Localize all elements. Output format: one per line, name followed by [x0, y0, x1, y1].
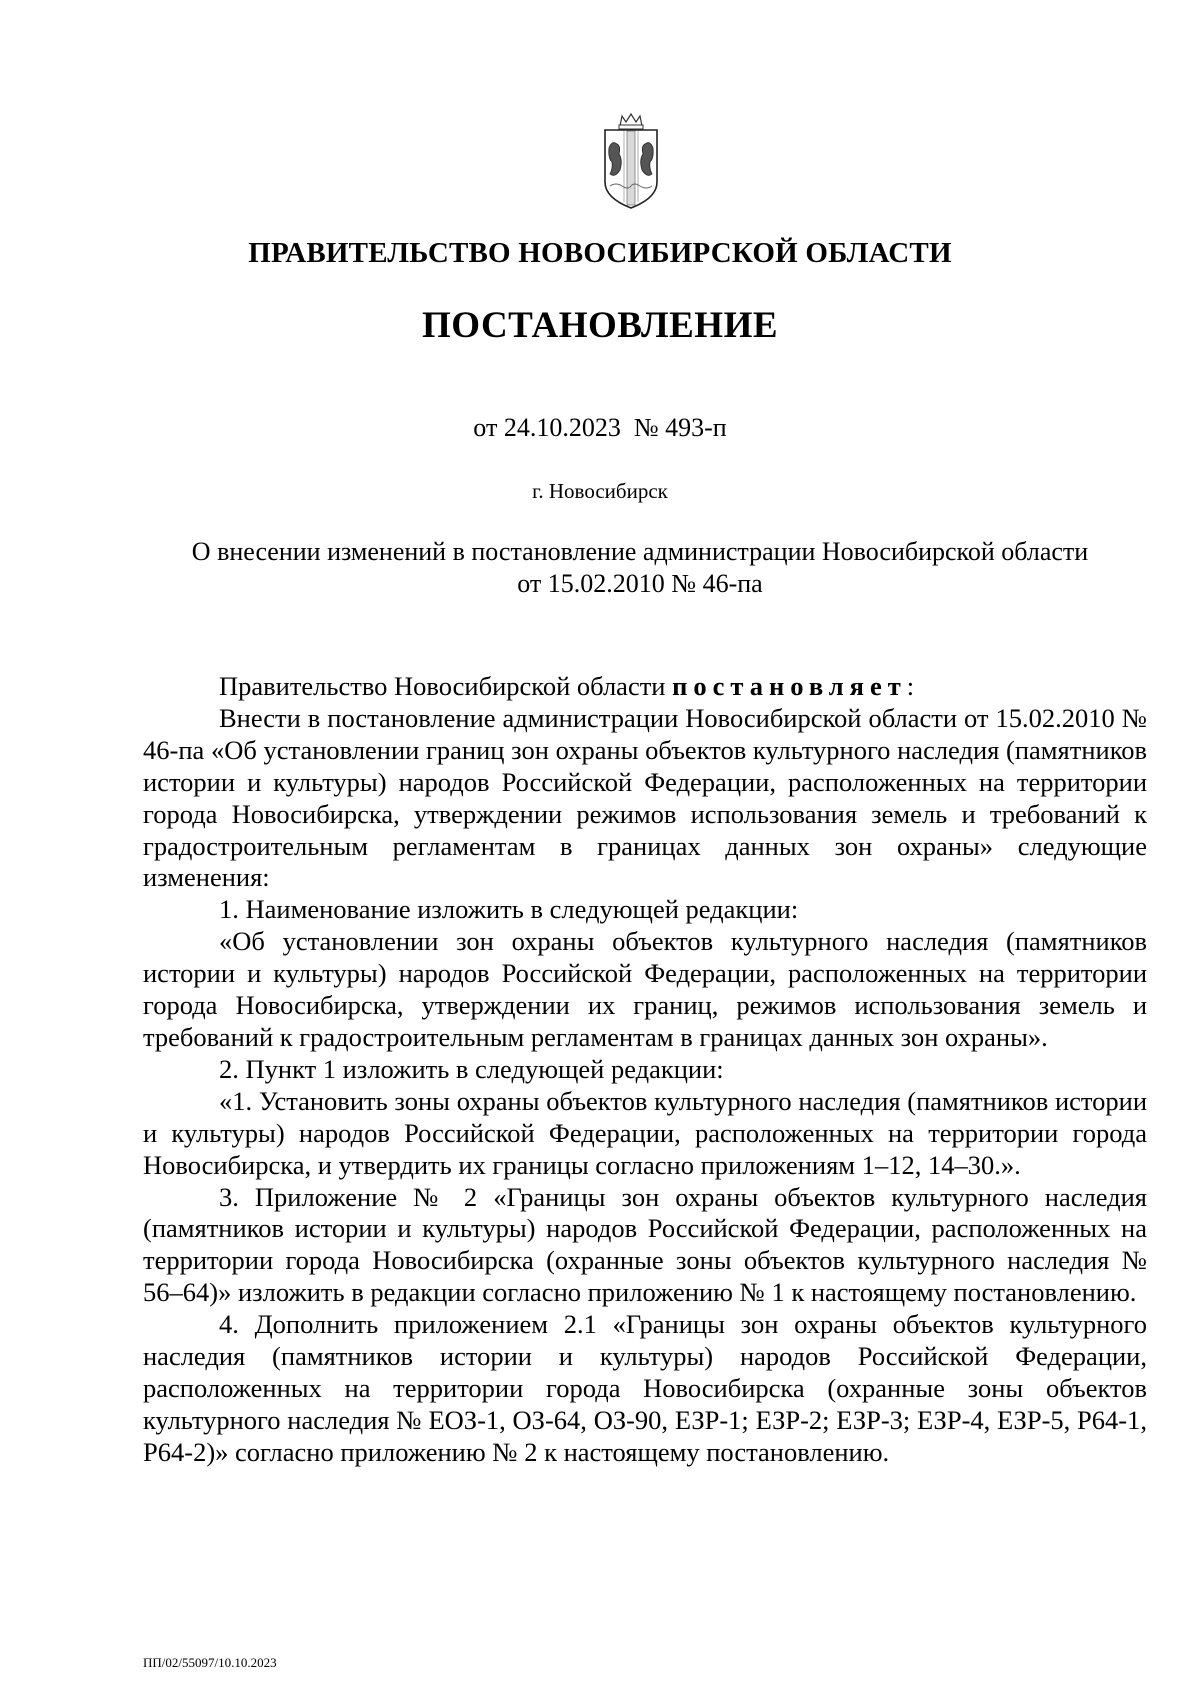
paragraph-4: 2. Пункт 1 изложить в следующей редакции:	[219, 1053, 724, 1084]
document-body	[143, 671, 1147, 1469]
date-and-number: от 24.10.2023 № 493-п	[473, 413, 727, 442]
intro-text: Правительство Новосибирской области	[219, 671, 673, 701]
subject-line-1: О внесении изменений в постановление администрации Новосибирской области	[191, 537, 1089, 566]
paragraph-7: 4. Дополнить приложением 2.1 «Границы зон охраны объектов культурного наследия (памятников истории и культуры) народов Российской Федерации, расположенных на территории города Новосибирска (охранные зоны объектов культурного наследия № ЕОЗ-1, ОЗ-64, ОЗ-90, ЕЗР-1; ЕЗР-2; ЕЗР-3; ЕЗР-4, ЕЗР-5, Р64-1, Р64-2)» согласно приложению № 2 к настоящему постановлению.	[143, 1309, 1147, 1467]
document-type-title: ПОСТАНОВЛЕНИЕ	[421, 305, 779, 346]
coat-of-arms-icon	[602, 112, 660, 210]
paragraph-1: Внести в постановление администрации Новосибирской области от 15.02.2010 № 46-па «Об установлении границ зон охраны объектов культурного наследия (памятников истории и культуры) народов Российской Федерации, расположенных на территории города Новосибирска, утверждении режимов использования земель и требований к градостроительным регламентам в границах данных зон охраны» следующие изменения:	[143, 702, 1147, 893]
city: г. Новосибирск	[532, 479, 668, 503]
paragraph-2: 1. Наименование изложить в следующей редакции:	[219, 894, 799, 925]
intro-paragraph	[143, 671, 1147, 703]
intro-verb: постановляет	[672, 671, 907, 701]
subject-line-2: от 15.02.2010 № 46-па	[517, 569, 763, 598]
paragraph-6: 3. Приложение № 2 «Границы зон охраны объектов культурного наследия (памятников истории и культуры) народов Российской Федерации, расположенных на территории города Новосибирска (охранные зоны объектов культурного наследия № 56–64)» изложить в редакции согласно приложению № 1 к настоящему постановлению.	[143, 1181, 1147, 1308]
paragraph-5: «1. Установить зоны охраны объектов культурного наследия (памятников истории и культуры) народов Российской Федерации, расположенных на территории города Новосибирска, и утвердить их границы согласно приложениям 1–12, 14–30.».	[143, 1085, 1147, 1180]
document-subject	[140, 536, 1140, 600]
paragraph-3: «Об установлении зон охраны объектов культурного наследия (памятников истории и культуры) народов Российской Федерации, расположенных на территории города Новосибирска, утверждении их границ, режимов использования земель и требований к градостроительным регламентам в границах данных зон охраны».	[143, 926, 1147, 1052]
document-registration-code: ПП/02/55097/10.10.2023	[143, 1655, 277, 1670]
organization-title: ПРАВИТЕЛЬСТВО НОВОСИБИРСКОЙ ОБЛАСТИ	[248, 237, 952, 269]
intro-colon: :	[906, 671, 915, 701]
